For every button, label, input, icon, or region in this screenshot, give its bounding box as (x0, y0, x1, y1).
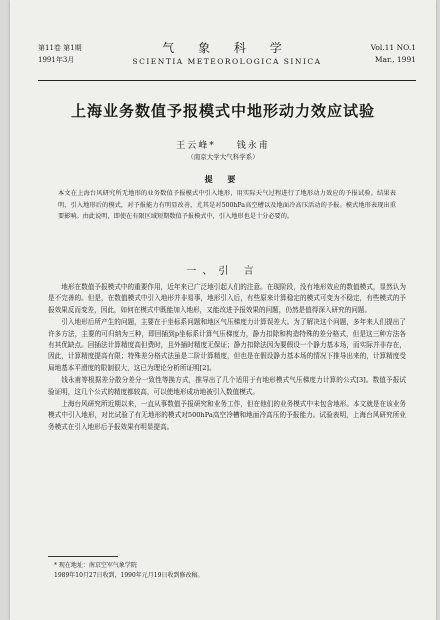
journal-name-en: SCIENTIA METEOROLOGICA SINICA (132, 57, 322, 66)
footnote-address: * 现在地址：南京空军气象学院 (54, 562, 137, 569)
issue-info-en (371, 42, 416, 66)
date-cn: 1991年3月 (38, 56, 75, 64)
journal-name (38, 40, 416, 68)
footnote-received: 1989年10月27日收到，1990年元月19日收到修改稿。 (54, 572, 204, 579)
abstract-text: 本文在上海台风研究所无地形的业务数值予报模式中引入地形，用实际天气过程进行了地形动力效应的予报试验。结果表明，引入地形后的模式，对予报能力有明显改善，尤其是对500hPa高空槽以及地面冷高压活动的予报。模式地形表现出重要影响。由此说明，即使在有限区域短期数值予报模式中，引入地形也是十分必要的。 (58, 190, 396, 220)
date-en: Mar., 1991 (374, 55, 416, 64)
journal-header (38, 40, 416, 81)
author-list (10, 138, 436, 151)
author: 钱永甫 (236, 141, 270, 151)
abstract-heading: 提 要 (204, 174, 242, 184)
footnote-divider (48, 556, 118, 557)
footnote (48, 561, 406, 581)
volume-cn: 第11卷 第1期 (38, 44, 82, 52)
affiliation: （南京大学大气科学系） (187, 153, 259, 161)
journal-name-cn: 气 象 科 学 (162, 41, 292, 55)
journal-page (10, 0, 436, 620)
paragraph: 地形在数值予报模式中的重要作用，近年来已广泛地引起人们的注意。在现阶段，没有地形效应的数值模式，显然认为是不完善的。但是，在数值模式中引入地形并非易事，地形引入后，有些原来计算稳定的模式可变为不稳定，有些模式的予报效果反而变差，因此，如何在模式中既能加入地形，又能改进予报效果的问题，仍然是值得深入研究的问题。 (48, 283, 406, 314)
author: 王云峰* (176, 141, 216, 151)
section-heading: 一、引 言 (186, 266, 260, 277)
volume-en: Vol.11 NO.1 (370, 43, 416, 52)
body-text (48, 282, 406, 434)
paragraph: 钱永甫等根据差分散分差分一致性等换方式，推导出了几个适用于有地形模式气压梯度力计算的公式[3]。数值予报试验证明，这几个公式的精度都较高，可以使地形成功地被引入数值模式。 (48, 376, 406, 396)
paper-title: 上海业务数值予报模式中地形动力效应试验 (70, 102, 375, 120)
paragraph: 引入地形后所产生的问题，主要在于坐标系问题和地区气压梯度力计算误差大。为了解决这个问题，多年来人们提出了许多方法，主要的可归纳为三种，即回插到p坐标系计算气压梯度力，静力扣除和构造特殊的差分格式，但是这三种方法各有其优缺点。回插法计算精度高但费时，且外插时精度无保证；静力扣除法因为要假设一个静力基本场，而实际并非存在，因此，计算精度提高有限；特殊差分格式法虽是二阶计算精度，但也是在假设静力基本场的情况下推导出来的，计算精度受局地基本平滑度的限制很大，这已为理论分析所证明[2]。 (48, 318, 406, 372)
paragraph: 上海台风研究所近期以来，一直从事数值予报研究和业务工作，但在他们的业务模式中未包含地形。本文就是在该业务模式中引入地形，对比试验了有无地形的模式对500hPa高空冷槽和地面冷高压的予报能力。试验表明，上海台风研究所业务模式在引入地形后予报效果有明显提高。 (48, 400, 406, 431)
